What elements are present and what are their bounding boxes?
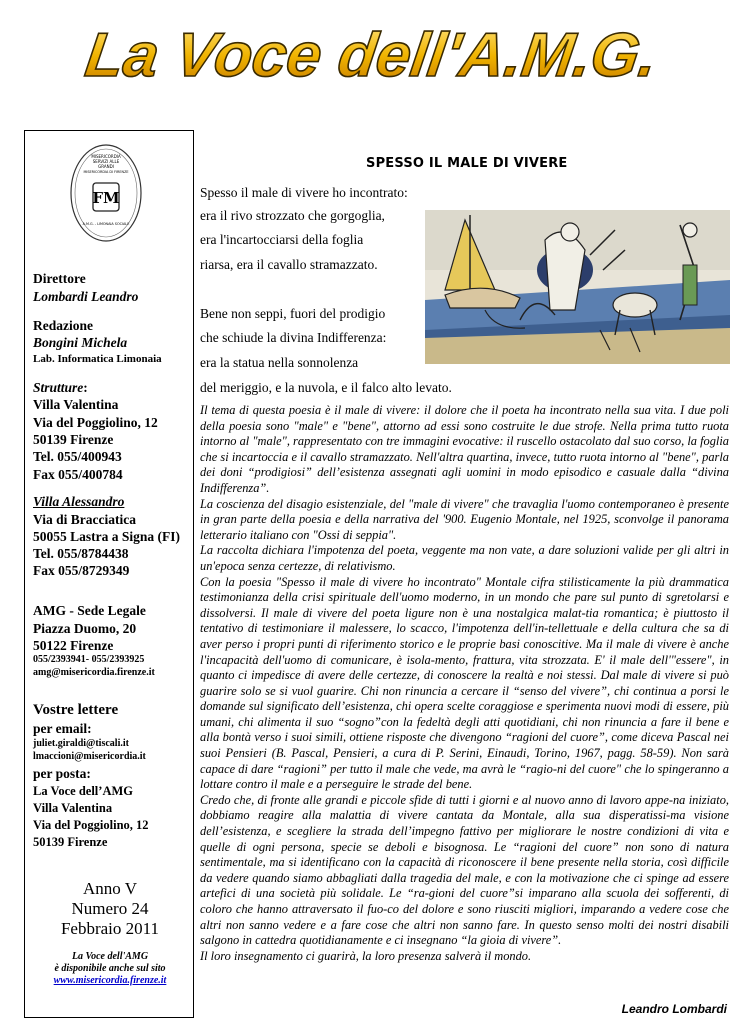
poem-line: riarsa, era il cavallo stramazzato. (200, 257, 378, 272)
credit-line: è disponibile anche sul sito (54, 963, 166, 974)
sede-phone: 055/2393941- 055/2393925 (33, 654, 145, 665)
posta-line: Villa Valentina (33, 801, 113, 815)
poem-line: era il rivo strozzato che gorgoglia, (200, 208, 385, 223)
villa-valentina-line: Fax 055/400784 (33, 467, 123, 482)
article-signature: Leandro Lombardi (621, 1002, 727, 1016)
strutture-colon: : (83, 380, 88, 395)
villa-valentina-line: Via del Poggiolino, 12 (33, 415, 158, 430)
sidebar (24, 130, 194, 1018)
issue-number: Numero 24 (71, 899, 149, 918)
svg-text:GRANDI: GRANDI (98, 164, 114, 169)
svg-text:SERVIZI ALLE: SERVIZI ALLE (92, 159, 120, 164)
poem-line: era l'incartocciarsi della foglia (200, 232, 364, 247)
issue-year: Anno V (83, 879, 137, 898)
essay-paragraph: La coscienza del disagio esistenziale, del "male di vivere" che travaglia l'uomo contemporaneo è presente in gran parte della poesia e della narrativa del '900. Eugenio Montale, nel 1925, sconvolge il panorama letterario italiano con "Ossi di seppia". (200, 496, 729, 542)
essay-paragraph: La raccolta dichiara l'impotenza del poeta, veggente ma non vate, a dare soluzioni valide per gli altri in un'epoca senza certezze, di relativismo. (200, 543, 729, 573)
essay-paragraph: Con la poesia "Spesso il male di vivere ho incontrato" Montale cifra stilisticamente la più drammatica testimonianza della crisi spirituale dell'uomo moderno, in un mondo che pare sul punto di sgretolarsi e dissolversi. Il male di vivere del poeta ligure non è una nostalgica malat-tia romantica; è piuttosto il tentativo di testimoniare il malessere, lo scacco, l'impotenza dell'in-tellettuale e della cultura che sa di aver perso i propri punti di riferimento storico e le proprie basi conoscitive. Ma il male di vivere è anche l'incapacità dell'uomo di comunicare, è isola-mento, frattura, vita strozzata. E' il male dell'"essere", in quanto ci impedisce di avere delle certezze, di conoscere la realtà e noi stessi. Dal male di vivere si può guarire solo se si vuol guarire. Chi non rinuncia a cercare il “senso del vivere”, chi continua a porsi le domande sul significato dell’esistenza, chi opera scelte coraggiose e sperimenta nuovi modi di essere, più umani, chi alimenta il suo “sogno”con la fedeltà degli atti quotidiani, chi non rinuncia a fare il bene e alla bontà verso i suoi simili, ottiene risposte che divengono “ragioni del cuore”, come diceva Pascal nei suoi Pensieri (B. Pascal, Pensieri, a cura di P. Serini, Einaudi, Torino, 1967, pagg. 58-59). Non sarà capace di dare “ragioni” per tutto il male che vede, ma avrà le “ragio-ni del cuore" che lo spingeranno a lottare contro il male e a perseguire le strade del bene. (200, 574, 729, 792)
sede-line: Piazza Duomo, 20 (33, 621, 137, 636)
villa-alessandro-line: 50055 Lastra a Signa (FI) (33, 529, 181, 544)
villa-alessandro-line: Tel. 055/8784438 (33, 546, 129, 561)
poem-line: del meriggio, e la nuvola, e il falco alto levato. (200, 380, 452, 395)
issue-date: Febbraio 2011 (60, 919, 160, 938)
posta-line: Via del Poggiolino, 12 (33, 818, 149, 832)
svg-text:MISERICORDIA DI FIRENZE: MISERICORDIA DI FIRENZE (83, 170, 129, 174)
article-essay (200, 403, 729, 964)
poem-line: che schiude la divina Indifferenza: (200, 330, 387, 345)
posta-line: La Voce dell’AMG (33, 784, 133, 798)
essay-paragraph: Il tema di questa poesia è il male di vivere: il dolore che il poeta ha incontrato nella sua vita. I due poli della poesia sono "male" e "bene", attorno ad essi sono costruite le due strofe. Nella prima tutto ruota intorno al "male", rappresentato con tre immagini evocative: il ruscello ostacolato dal suo corso, la foglia che si incartoccia e il cavallo stramazzato. Nell'altra quartina, invece, tutto ruota intorno al "bene", parla dei doni “prodigiosi” dell’esistenza assegnati agli uomini in modo episodico e casuale dalla “divina Indifferenza”. (200, 403, 729, 495)
masthead-title: La Voce dell'A.M.G. (80, 21, 661, 90)
lettere-title: Vostre lettere (33, 702, 119, 718)
article-title: SPESSO IL MALE DI VIVERE (366, 156, 568, 171)
redazione-lab: Lab. Informatica Limonaia (33, 353, 162, 365)
painting-image (425, 210, 730, 364)
posta-label: per posta: (33, 766, 91, 781)
poem-line: Spesso il male di vivere ho incontrato: (200, 185, 408, 200)
strutture-heading (33, 379, 88, 396)
credit-line: La Voce dell'AMG (71, 951, 149, 962)
redazione-name: Bongini Michela (33, 335, 128, 350)
svg-text:A.M.G. - LIMONAIA SOCIALE: A.M.G. - LIMONAIA SOCIALE (82, 222, 130, 226)
svg-text:MISERICORDIA: MISERICORDIA (91, 154, 121, 159)
redazione-label: Redazione (33, 318, 93, 333)
essay-paragraph: Il loro insegnamento ci guarirà, la loro presenza salverà il mondo. (200, 948, 532, 963)
sede-label: AMG - Sede Legale (33, 603, 146, 618)
villa-valentina-line: Tel. 055/400943 (33, 449, 122, 464)
email-address[interactable]: lmaccioni@misericordia.it (33, 751, 146, 762)
villa-alessandro-line: Via di Bracciatica (33, 512, 136, 527)
masthead (0, 8, 739, 96)
poem-line: era la statua nella sonnolenza (200, 355, 359, 370)
sede-email[interactable]: amg@misericordia.firenze.it (33, 667, 155, 678)
direttore-label: Direttore (33, 271, 86, 286)
essay-paragraph: Credo che, di fronte alle grandi e piccole sfide di tutti i giorni e al nuovo anno di lavoro appe-na iniziato, dobbiamo reagire alla malattia di vivere cantata da Montale, alla sua disperatissi-ma visione dell’esistenza, e scegliere la strada dell’impegno fattivo per migliorare le nostre condizioni di vita e quelle di ogni persona, specie se deboli e bisognosa. Le “ragioni del cuore” non sono di natura sentimentale, ma si identificano con la capacità di riconoscere il bene presente nella storia, così difficile da vedere quando siamo abbagliati dalla tragedia del male, e con la motivazione che ci spinge ad essere artefici di una società più solidale. Le “ra-gioni del cuore”si imparano alla scuola dei sofferenti, di coloro che hanno attraversato il fuo-co del dolore e sono riusciti migliori, imparando a vedere cose che altri non sanno vedere e a fare cose che altri non sanno fare. In questo senso molti dei nostri disabili salgono in cattedra quotidianamente e ci insegnano “la gioia di vivere”. (200, 792, 729, 948)
masthead-logo (80, 8, 661, 96)
posta-line: 50139 Firenze (33, 835, 108, 849)
villa-alessandro-label: Villa Alessandro (33, 494, 125, 509)
sede-line: 50122 Firenze (33, 638, 114, 653)
villa-valentina-line: 50139 Firenze (33, 432, 114, 447)
email-address[interactable]: juliet.giraldi@tiscali.it (33, 738, 129, 749)
strutture-label: Strutture (33, 380, 84, 395)
misericordia-seal-logo (69, 143, 143, 243)
website-link[interactable]: www.misericordia.firenze.it (53, 975, 167, 986)
direttore-name: Lombardi Leandro (33, 289, 139, 304)
poem-line: Bene non seppi, fuori del prodigio (200, 306, 386, 321)
villa-valentina-line: Villa Valentina (33, 397, 119, 412)
svg-text:FM: FM (92, 189, 120, 207)
email-label: per email: (33, 721, 92, 736)
villa-alessandro-line: Fax 055/8729349 (33, 563, 130, 578)
